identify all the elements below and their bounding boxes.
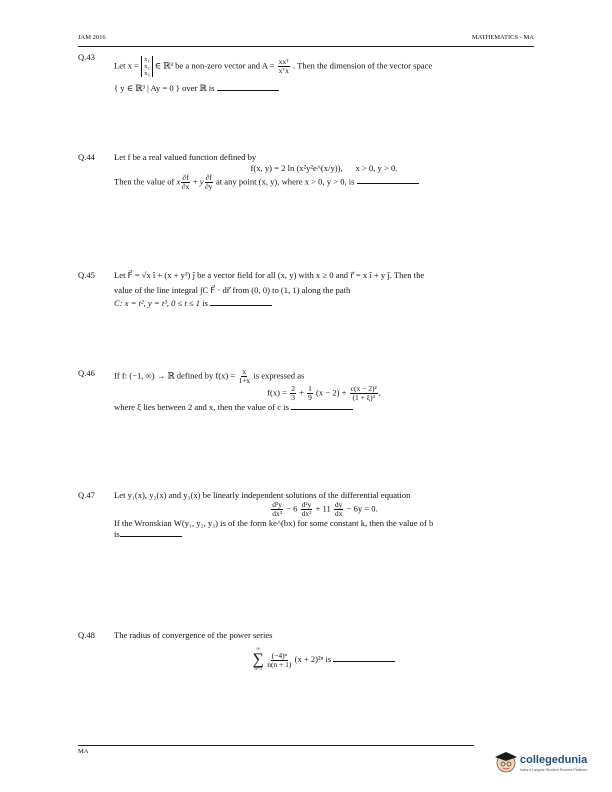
question-48: Q.48 The radius of convergence of the power series ∞ ∑ n=1 $\frac{\text{(−4)ⁿ}}{n(n + 1)}$ (x + 2)²ⁿ is [78, 630, 534, 673]
answer-blank[interactable] [210, 298, 272, 306]
question-text: Let f be a real valued function defined by [114, 152, 257, 162]
footer-divider [78, 745, 474, 746]
question-46: Q.46 If f: (−1, ∞) → ℝ defined by f(x) = $\frac{x}{1+x}$ is expressed as f(x) = $\frac{2}{3}$ + $\frac{1}{9}$ (x − 2) + $\frac{\text{c(x − 2)²}}{\text{(1 + ξ)³}}$ , where ξ lies between 2 and x, then the value of c is [78, 368, 534, 413]
question-number: Q.44 [78, 152, 95, 162]
answer-blank[interactable] [357, 176, 419, 184]
question-number: Q.46 [78, 368, 95, 378]
question-43: Q.43 Let x = x₁ x₂ x₃ ∈ ℝ³ be a non-zero vector and A = $\frac{\text{xxᵀ}}{\text{xᵀx}}$ . Then the dimension of the vector space { y ∈ ℝ³ | Ay = 0 } over ℝ is [78, 52, 433, 93]
answer-blank[interactable] [120, 529, 182, 537]
answer-blank[interactable] [333, 654, 395, 662]
matrix-fraction: $\frac{\text{xxᵀ}}{\text{xᵀx}}$ [278, 57, 289, 75]
logo-tagline: India's Largest Student Review Platform [520, 768, 588, 772]
subject-label: MATHEMATICS - MA [471, 34, 534, 41]
equation: f(x, y) = 2 ln (x²y²e^(x/y)), [250, 163, 343, 173]
differential-equation: $\frac{\text{d³y}}{\text{dx³}}$ − 6 $\frac{\text{d²y}}{\text{dx²}}$ + 11 $\frac{dy}{dx}$ − 6y = 0. [272, 500, 378, 518]
question-number: Q.43 [78, 52, 95, 62]
condition: x > 0, y > 0. [355, 163, 398, 173]
page-header [78, 34, 534, 47]
logo-name: collegedunia [520, 754, 588, 766]
set-expression: { y ∈ ℝ³ | Ay = 0 } [114, 83, 180, 93]
question-number: Q.47 [78, 490, 95, 500]
question-47: Q.47 Let y₁(x), y₂(x) and y₃(x) be linearly independent solutions of the differential equation $\frac{\text{d³y}}{\text{dx³}}$ − 6 $\frac{\text{d²y}}{\text{dx²}}$ + 11 $\frac{dy}{dx}$ − 6y = 0. If the Wronskian W(y₁, y₂, y₃) is of the form ke^(bx) for some constant k, then the value of b is [78, 490, 534, 540]
question-45: Q.45 Let F⃗ = √x î + (x + y³) ĵ be a vector field for all (x, y) with x ≥ 0 and r⃗ = x î + y ĵ. Then the value of the line integral ∫C F⃗ · dr⃗ from (0, 0) to (1, 1) along the path C: x = t², y = t³, 0 ≤ t ≤ 1 is [78, 270, 425, 308]
exam-label: JAM 2016 [78, 34, 106, 41]
question-number: Q.48 [78, 630, 95, 640]
question-44: Q.44 Let f be a real valued function defined by f(x, y) = 2 ln (x²y²e^(x/y)), x > 0, y > 0. Then the value of x $\frac{\partial f}{\partial x}$ + y $\frac{\partial f}{\partial y}$ at any point (x, y), where x > 0, y > 0, is [78, 152, 534, 191]
taylor-expansion: f(x) = $\frac{2}{3}$ + $\frac{1}{9}$ (x − 2) + $\frac{\text{c(x − 2)²}}{\text{(1 + ξ)³}}$ , [267, 384, 381, 402]
footer-code: MA [78, 748, 89, 755]
answer-blank[interactable] [291, 402, 353, 410]
power-series: ∞ ∑ n=1 $\frac{\text{(−4)ⁿ}}{n(n + 1)}$ (x + 2)²ⁿ is [114, 647, 534, 673]
answer-blank[interactable] [217, 83, 279, 91]
vector-matrix: x₁ x₂ x₃ [141, 56, 153, 77]
question-number: Q.45 [78, 270, 95, 280]
